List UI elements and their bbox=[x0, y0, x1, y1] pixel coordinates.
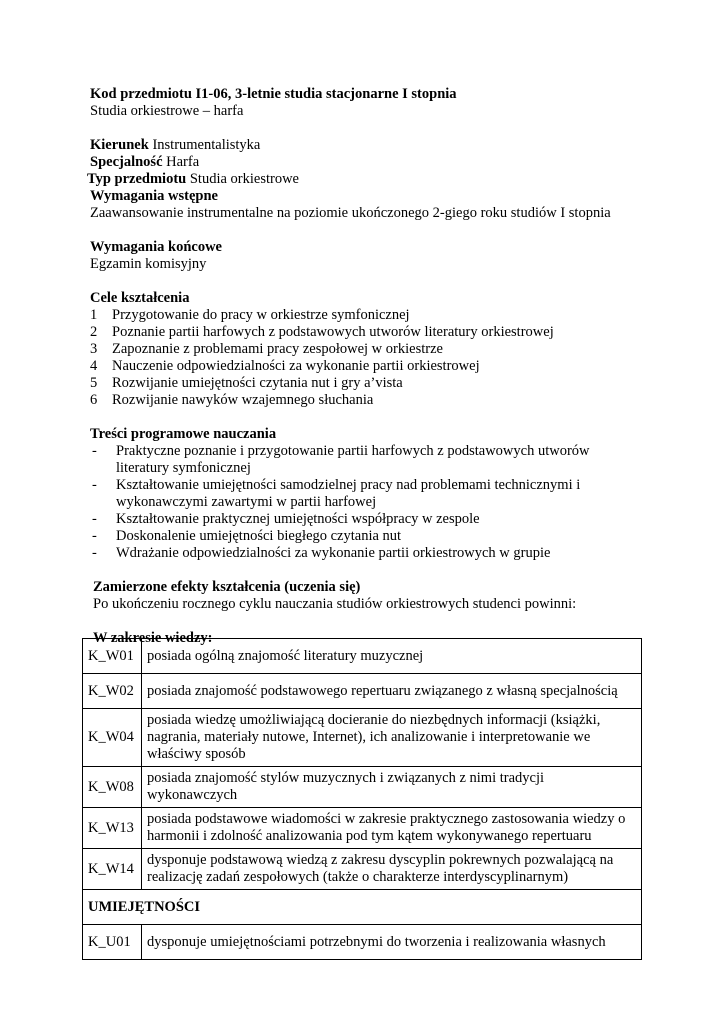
bullet-dash: - bbox=[92, 545, 97, 561]
cele-item-text: Zapoznanie z problemami pracy zespołowej w orkiestrze bbox=[112, 341, 443, 357]
typ-line bbox=[87, 171, 650, 188]
tresci-item-text: Wdrażanie odpowiedzialności za wykonanie partii orkiestrowych w grupie bbox=[116, 545, 551, 561]
wiedza-heading: W zakresie wiedzy: bbox=[93, 630, 213, 646]
cele-item-text: Przygotowanie do pracy w orkiestrze symfonicznej bbox=[112, 307, 410, 323]
bullet-dash: - bbox=[92, 528, 97, 544]
effect-description: posiada ogólną znajomość literatury muzycznej bbox=[142, 639, 642, 674]
effect-description: posiada znajomość podstawowego repertuaru związanego z własną specjalnością bbox=[142, 674, 642, 709]
course-subtitle: Studia orkiestrowe – harfa bbox=[90, 103, 244, 119]
tresci-list bbox=[90, 443, 650, 562]
cele-item-number: 4 bbox=[90, 358, 98, 374]
tresci-item-text: Doskonalenie umiejętności biegłego czytania nut bbox=[116, 528, 402, 544]
effect-code: K_W13 bbox=[83, 808, 142, 849]
wymagania-wstepne-value: Zaawansowanie instrumentalne na poziomie ukończonego 2-giego roku studiów I stopnia bbox=[90, 205, 611, 221]
cele-list bbox=[90, 307, 650, 409]
cele-item-number: 2 bbox=[90, 324, 98, 340]
table-row bbox=[83, 808, 642, 849]
kierunek-value: Instrumentalistyka bbox=[148, 137, 261, 153]
table-row bbox=[83, 639, 642, 674]
tresci-item bbox=[90, 511, 650, 528]
effects-table bbox=[82, 638, 642, 960]
efekty-intro: Po ukończeniu rocznego cyklu nauczania studiów orkiestrowych studenci powinni: bbox=[93, 596, 577, 612]
bullet-dash: - bbox=[92, 477, 97, 493]
typ-value: Studia orkiestrowe bbox=[186, 171, 299, 187]
kierunek-line bbox=[90, 137, 650, 154]
wymagania-koncowe-label: Wymagania końcowe bbox=[90, 239, 222, 255]
document-page bbox=[87, 86, 650, 647]
effect-description: dysponuje podstawową wiedzą z zakresu dyscyplin pokrewnych pozwalającą na realizację zadań zespołowych (także o charakterze interdyscyplinarnym) bbox=[142, 849, 642, 890]
cele-item-text: Nauczenie odpowiedzialności za wykonanie partii orkiestrowej bbox=[112, 358, 480, 374]
effect-description: dysponuje umiejętnościami potrzebnymi do tworzenia i realizowania własnych bbox=[142, 925, 642, 960]
effect-code: K_W14 bbox=[83, 849, 142, 890]
effect-code: K_W04 bbox=[83, 709, 142, 767]
section-umiejetnosci: UMIEJĘTNOŚCI bbox=[83, 890, 642, 925]
cele-item bbox=[90, 324, 650, 341]
cele-item-number: 1 bbox=[90, 307, 98, 323]
course-code-heading: Kod przedmiotu I1-06, 3-letnie studia stacjonarne I stopnia bbox=[90, 86, 457, 102]
table-section-row bbox=[83, 890, 642, 925]
tresci-item bbox=[90, 443, 650, 477]
cele-item-number: 5 bbox=[90, 375, 98, 391]
effect-code: K_W02 bbox=[83, 674, 142, 709]
wymagania-wstepne-label: Wymagania wstępne bbox=[90, 188, 218, 204]
typ-label: Typ przedmiotu bbox=[87, 171, 187, 187]
cele-item bbox=[90, 307, 650, 324]
cele-item-text: Rozwijanie umiejętności czytania nut i gry a’vista bbox=[112, 375, 403, 391]
tresci-heading: Treści programowe nauczania bbox=[90, 426, 277, 442]
cele-item bbox=[90, 358, 650, 375]
table-row bbox=[83, 709, 642, 767]
specjalnosc-label: Specjalność bbox=[90, 154, 163, 170]
table-row bbox=[83, 767, 642, 808]
specjalnosc-value: Harfa bbox=[162, 154, 200, 170]
tresci-item bbox=[90, 477, 650, 511]
tresci-item-text: Kształtowanie umiejętności samodzielnej pracy nad problemami technicznymi i wykonawczymi zawartymi w partii harfowej bbox=[116, 477, 581, 510]
efekty-heading: Zamierzone efekty kształcenia (uczenia się) bbox=[93, 579, 361, 595]
cele-heading: Cele kształcenia bbox=[90, 290, 190, 306]
cele-item bbox=[90, 341, 650, 358]
specjalnosc-line bbox=[90, 154, 650, 171]
cele-item-text: Poznanie partii harfowych z podstawowych utworów literatury orkiestrowej bbox=[112, 324, 554, 340]
table-row bbox=[83, 674, 642, 709]
table-row bbox=[83, 849, 642, 890]
cele-item-text: Rozwijanie nawyków wzajemnego słuchania bbox=[112, 392, 374, 408]
effect-description: posiada podstawowe wiadomości w zakresie praktycznego zastosowania wiedzy o harmonii i zdolność analizowania pod tym kątem wykonywanego repertuaru bbox=[142, 808, 642, 849]
tresci-item bbox=[90, 545, 650, 562]
wymagania-koncowe-value: Egzamin komisyjny bbox=[90, 256, 207, 272]
table-row bbox=[83, 925, 642, 960]
bullet-dash: - bbox=[92, 443, 97, 459]
cele-item bbox=[90, 392, 650, 409]
effect-code: K_W08 bbox=[83, 767, 142, 808]
tresci-item-text: Praktyczne poznanie i przygotowanie partii harfowych z podstawowych utworów literatury symfonicznej bbox=[116, 443, 590, 476]
tresci-item bbox=[90, 528, 650, 545]
tresci-item-text: Kształtowanie praktycznej umiejętności współpracy w zespole bbox=[116, 511, 480, 527]
effect-code: K_W01 bbox=[83, 639, 142, 674]
bullet-dash: - bbox=[92, 511, 97, 527]
kierunek-label: Kierunek bbox=[90, 137, 149, 153]
cele-item-number: 3 bbox=[90, 341, 98, 357]
effect-description: posiada wiedzę umożliwiającą docieranie do niezbędnych informacji (książki, nagrania, materiały nutowe, Internet), ich analizowanie i interpretowanie we właściwy sposób bbox=[142, 709, 642, 767]
effect-code: K_U01 bbox=[83, 925, 142, 960]
cele-item bbox=[90, 375, 650, 392]
effect-description: posiada znajomość stylów muzycznych i związanych z nimi tradycji wykonawczych bbox=[142, 767, 642, 808]
cele-item-number: 6 bbox=[90, 392, 98, 408]
